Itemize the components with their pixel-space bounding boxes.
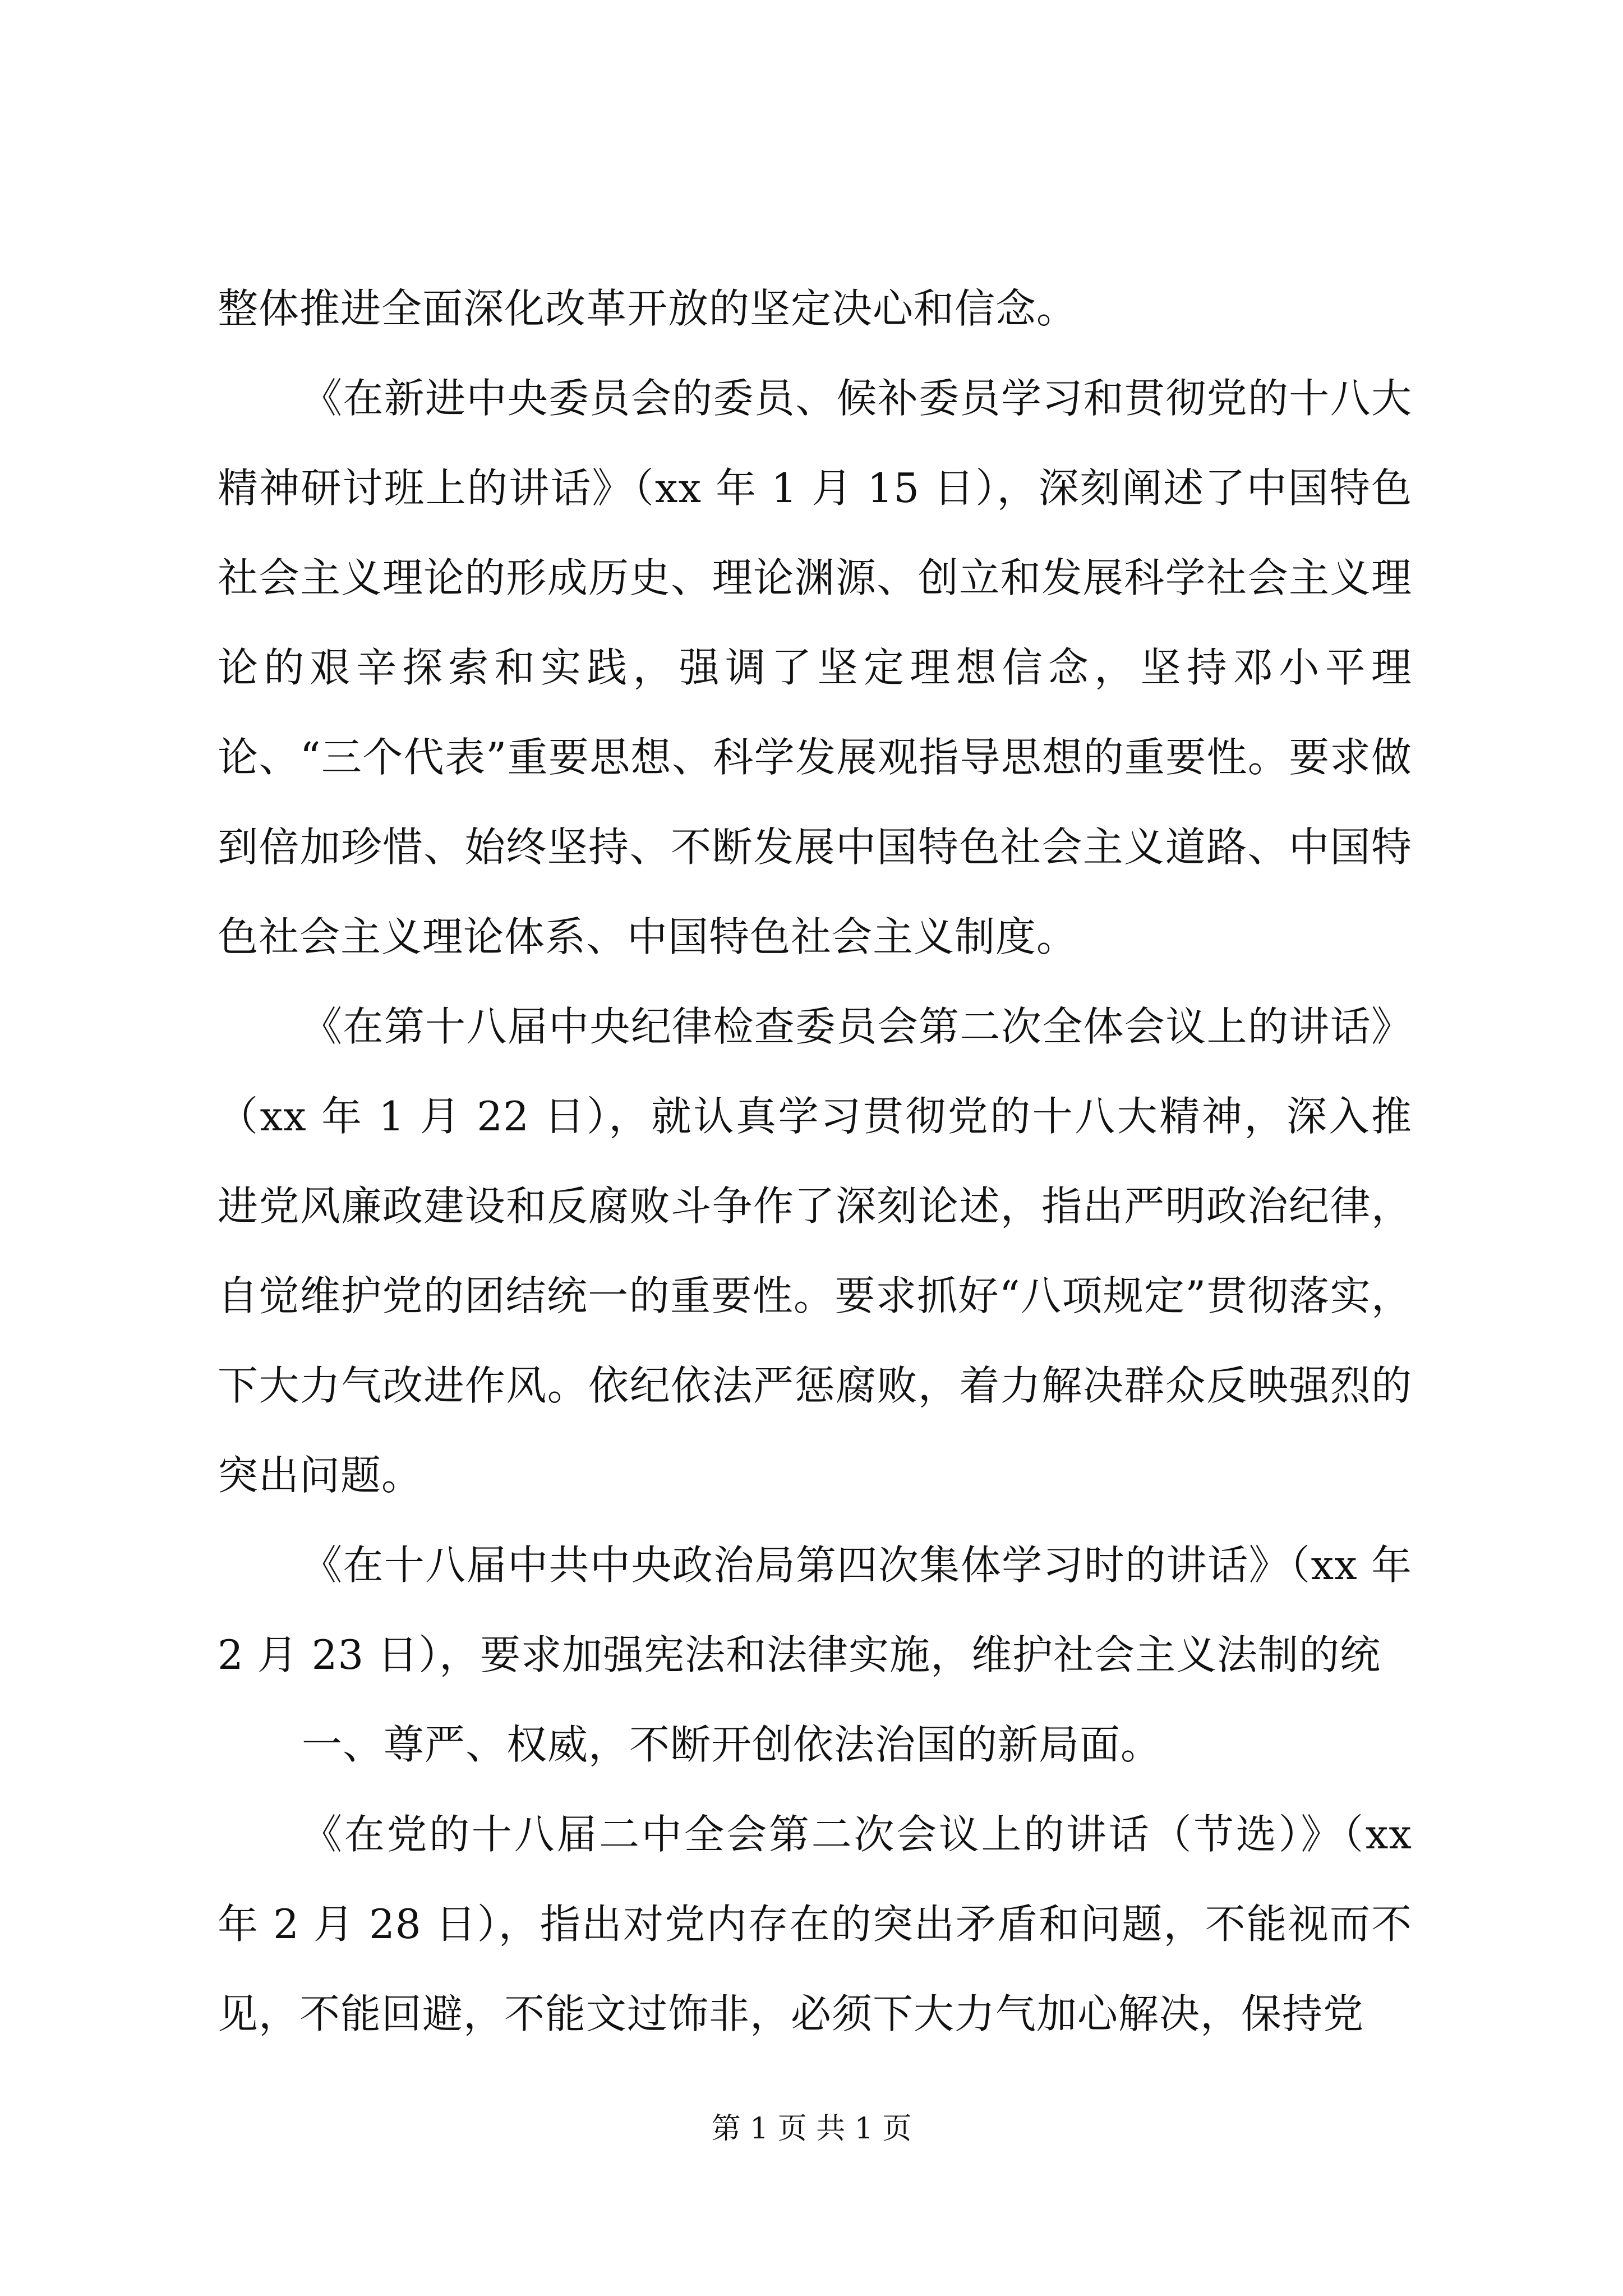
page-footer: 第 1 页 共 1 页: [711, 2112, 912, 2146]
paragraph-4: 《在十八届中共中央政治局第四次集体学习时的讲话》（xx 年 2 月 23 日），要求加强宪法和法律实施，维护社会主义法制的统: [218, 1542, 1412, 1678]
paragraph-5: 一、尊严、权威，不断开创依法治国的新局面。: [302, 1721, 1162, 1768]
paragraph-3: 《在第十八届中央纪律检查委员会第二次全体会议上的讲话》（xx 年 1 月 22 日），就认真学习贯彻党的十八大精神，深入推进党风廉政建设和反腐败斗争作了深刻论述，指出严明政治纪律，自觉维护党的团结统一的重要性。要求抓好“八项规定”贯彻落实，下大力气改进作风。依纪依法严惩腐败，着力解决群众反映强烈的突出问题。: [218, 1003, 1412, 1499]
paragraph-6: 《在党的十八届二中全会第二次会议上的讲话（节选）》（xx 年 2 月 28 日），指出对党内存在的突出矛盾和问题，不能视而不见，不能回避，不能文过饰非，必须下大力气加心解决，保持党: [218, 1811, 1412, 2037]
paragraph-1: 整体推进全面深化改革开放的坚定决心和信念。: [218, 285, 1078, 332]
document-body: [218, 264, 1412, 2059]
paragraph-2: 《在新进中央委员会的委员、候补委员学习和贯彻党的十八大精神研讨班上的讲话》（xx 年 1 月 15 日），深刻阐述了中国特色社会主义理论的形成历史、理论渊源、创立和发展科学社会主义理论的艰辛探索和实践，强调了坚定理想信念，坚持邓小平理论、“三个代表”重要思想、科学发展观指导思想的重要性。要求做到倍加珍惜、始终坚持、不断发展中国特色社会主义道路、中国特色社会主义理论体系、中国特色社会主义制度。: [218, 375, 1412, 960]
